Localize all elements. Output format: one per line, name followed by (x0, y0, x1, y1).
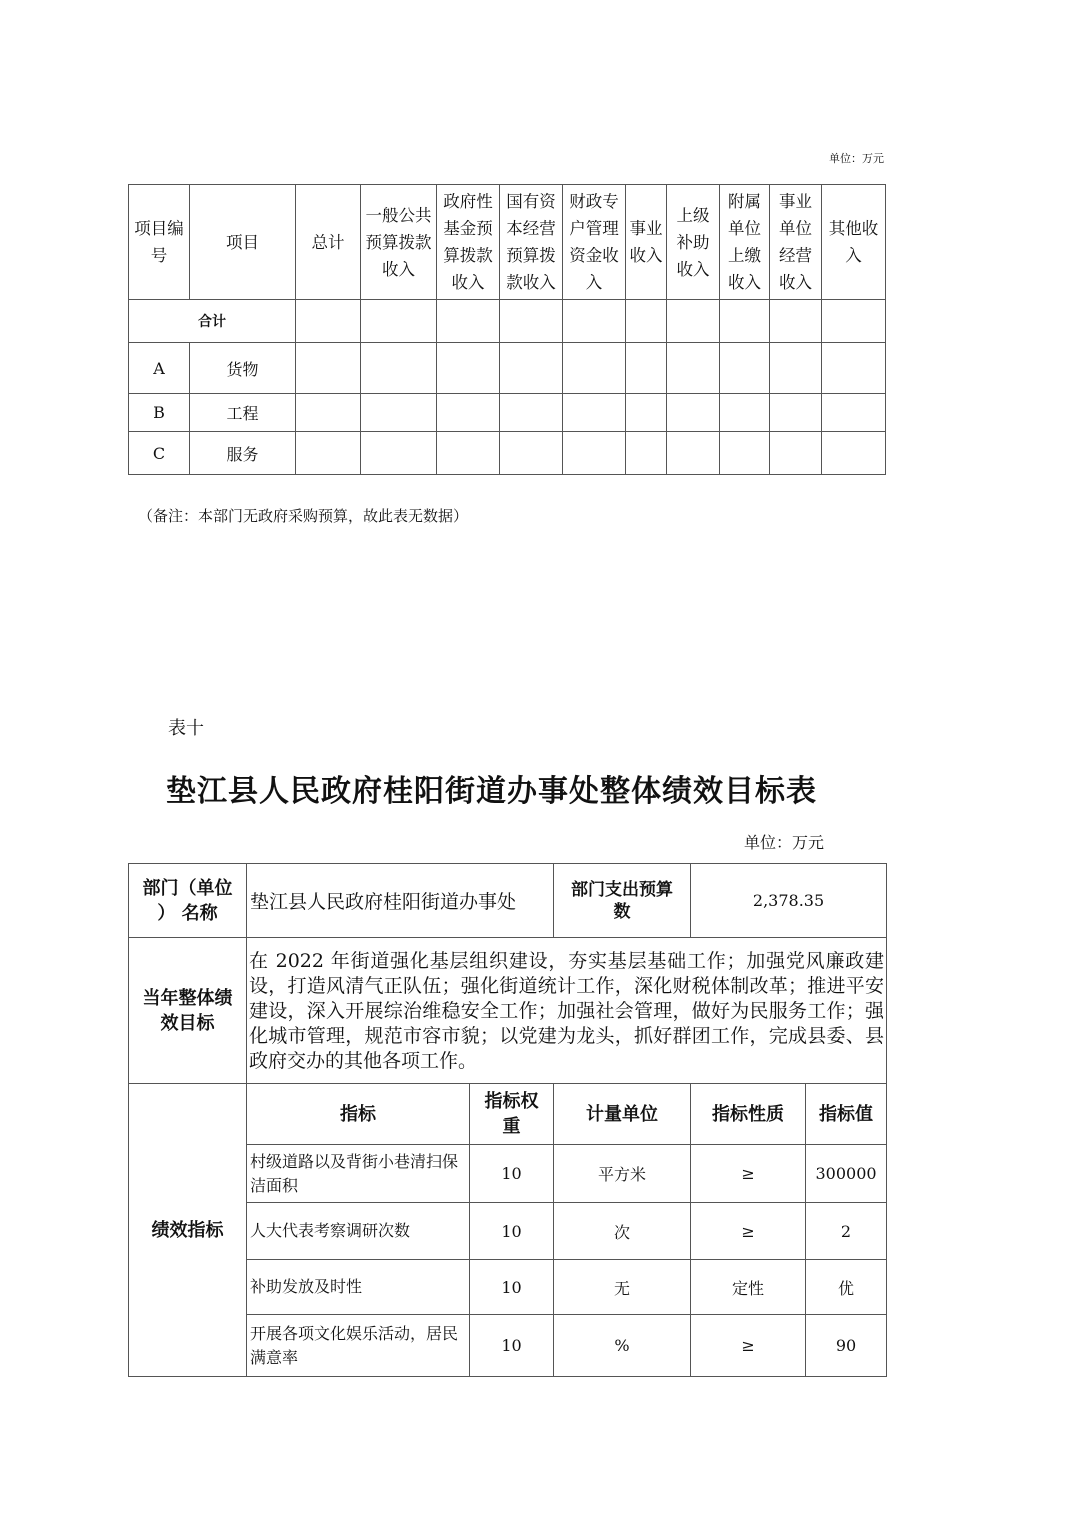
dept-name: 垫江县人民政府桂阳街道办事处 (247, 864, 554, 938)
indicator-weight: 10 (470, 1145, 554, 1203)
header-general-public-budget: 一般公共 预算拨款 收入 (361, 185, 437, 300)
header-project-code: 项目编 号 (129, 185, 190, 300)
budget-label: 部门支出预算 数 (554, 864, 691, 938)
col-unit: 计量单位 (554, 1084, 691, 1145)
col-value: 指标值 (806, 1084, 887, 1145)
indicator-value: 90 (806, 1315, 887, 1377)
table-row (129, 432, 886, 475)
header-gov-fund-budget: 政府性 基金预 算拨款 收入 (437, 185, 500, 300)
col-indicator: 指标 (247, 1084, 470, 1145)
row-code: B (129, 394, 190, 432)
indicator-weight: 10 (470, 1315, 554, 1377)
indicator-name: 人大代表考察调研次数 (247, 1203, 470, 1260)
indicator-weight: 10 (470, 1260, 554, 1315)
indicator-unit: 次 (554, 1203, 691, 1260)
indicator-unit: 无 (554, 1260, 691, 1315)
indicator-weight: 10 (470, 1203, 554, 1260)
indicator-nature: ≥ (691, 1315, 806, 1377)
header-state-capital-budget: 国有资 本经营 预算拨 款收入 (500, 185, 563, 300)
unit-label-table2: 单位：万元 (744, 833, 825, 852)
header-other-income: 其他收 入 (822, 185, 886, 300)
col-weight: 指标权 重 (470, 1084, 554, 1145)
indicator-nature: ≥ (691, 1203, 806, 1260)
table-row (129, 343, 886, 394)
budget-value: 2,378.35 (691, 864, 887, 938)
indicator-name: 开展各项文化娱乐活动，居民满意率 (247, 1315, 470, 1377)
row-name: 货物 (190, 343, 296, 394)
row-code: A (129, 343, 190, 394)
col-nature: 指标性质 (691, 1084, 806, 1145)
indicator-nature: 定性 (691, 1260, 806, 1315)
performance-target-table (128, 863, 887, 1377)
table-number-label: 表十 (168, 718, 204, 739)
row-code: C (129, 432, 190, 475)
indicator-header-row (129, 1084, 887, 1145)
header-project: 项目 (190, 185, 296, 300)
indicator-nature: ≥ (691, 1145, 806, 1203)
unit-label-table1: 单位：万元 (829, 152, 884, 165)
header-business-income: 事业 收入 (626, 185, 667, 300)
indicator-value: 优 (806, 1260, 887, 1315)
indicator-name: 村级道路以及背街小巷清扫保洁面积 (247, 1145, 470, 1203)
header-operating-income: 事业 单位 经营 收入 (770, 185, 822, 300)
indicator-value: 300000 (806, 1145, 887, 1203)
procurement-budget-table (128, 184, 886, 475)
total-row (129, 300, 886, 343)
indicator-unit: % (554, 1315, 691, 1377)
header-special-account-funds: 财政专 户管理 资金收 入 (563, 185, 626, 300)
header-total: 总计 (296, 185, 361, 300)
goal-label: 当年整体绩 效目标 (129, 938, 247, 1084)
goal-text: 在 2022 年街道强化基层组织建设，夯实基层基础工作；加强党风廉政建设，打造风清气正队伍；强化街道统计工作，深化财税体制改革；推进平安建设，深入开展综治维稳安全工作；加强社会管理，做好为民服务工作；强化城市管理，规范市容市貌；以党建为龙头，抓好群团工作，完成县委、县政府交办的其他各项工作。 (247, 938, 887, 1084)
indicator-name: 补助发放及时性 (247, 1260, 470, 1315)
table1-note: （备注：本部门无政府采购预算，故此表无数据） (138, 507, 469, 525)
table-header-row (129, 185, 886, 300)
dept-label: 部门（单位 ） 名称 (129, 864, 247, 938)
header-affiliated-unit-income: 附属 单位 上缴 收入 (720, 185, 770, 300)
total-label: 合计 (129, 300, 296, 343)
row-name: 工程 (190, 394, 296, 432)
table-row (129, 394, 886, 432)
header-superior-subsidy: 上级 补助 收入 (667, 185, 720, 300)
row-name: 服务 (190, 432, 296, 475)
goal-row (129, 938, 887, 1084)
page-title: 垫江县人民政府桂阳街道办事处整体绩效目标表 (166, 774, 817, 809)
indicator-section-label: 绩效指标 (129, 1084, 247, 1377)
dept-row (129, 864, 887, 938)
indicator-unit: 平方米 (554, 1145, 691, 1203)
indicator-value: 2 (806, 1203, 887, 1260)
